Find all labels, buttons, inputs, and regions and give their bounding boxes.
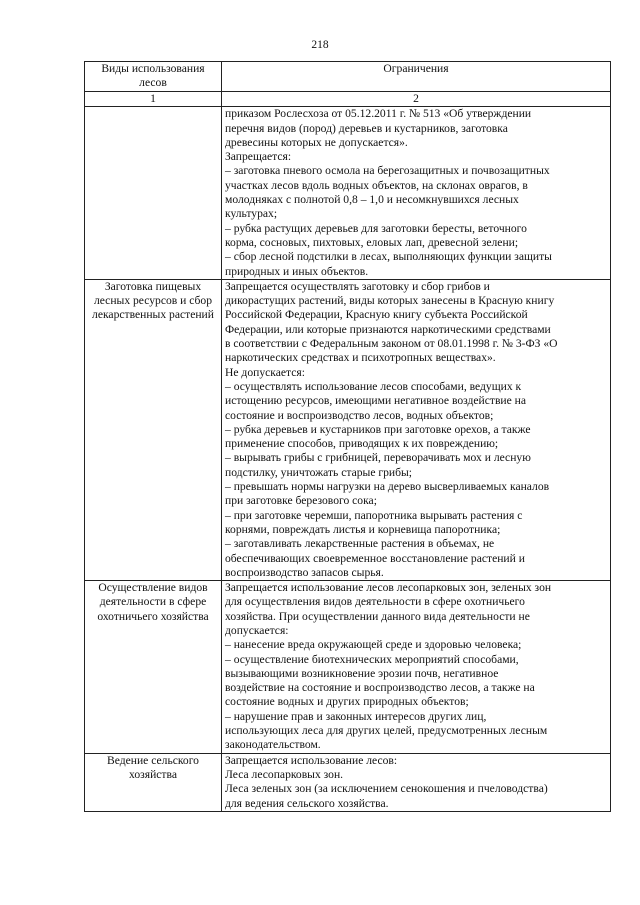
restriction-line: участках лесов вдоль водных объектов, на склонах оврагов, в [225, 178, 528, 192]
restriction-line: – вырывать грибы с грибницей, переворачивать мох и лесную [225, 451, 531, 465]
restriction-line: – рубка растущих деревьев для заготовки бересты, веточного [225, 221, 527, 235]
restriction-line: Леса лесопарковых зон. [225, 767, 344, 781]
column-number-row [85, 92, 611, 107]
restriction-line: применение способов, приводящих к их повреждению; [225, 437, 499, 451]
restriction-line: Запрещается осуществлять заготовку и сбор грибов и [225, 279, 490, 293]
restriction-line: Федерации, или которые признаются наркотическими средствами [225, 322, 551, 336]
restriction-line: Российской Федерации, Красную книгу субъекта Российской [225, 308, 528, 322]
restriction-line: в соответствии с Федеральным законом от 08.01.1998 г. № 3-ФЗ «О [225, 337, 558, 351]
restriction-line: – осуществлять использование лесов способами, ведущих к [225, 379, 522, 393]
table-header-row [85, 62, 611, 92]
restriction-line: Запрещается использование лесов лесопарковых зон, зеленых зон [225, 581, 552, 595]
restriction-line: воздействие на состояние и воспроизводство лесов, а также на [225, 681, 535, 695]
restriction-line: Не допускается: [225, 365, 305, 379]
restriction-line: хозяйства. При осуществлении данного вида деятельности не [225, 609, 530, 623]
forest-use-cell: Заготовка пищевых лесных ресурсов и сбор лекарственных растений [85, 279, 222, 580]
restriction-line: древесины которых не допускается». [225, 135, 408, 149]
restriction-line: – нарушение прав и законных интересов других лиц, [225, 709, 487, 723]
forest-use-cell [85, 107, 222, 280]
restriction-line: для осуществления видов деятельности в сфере охотничьего [225, 595, 525, 609]
page-number: 218 [311, 39, 329, 51]
restriction-line: истощению ресурсов, имеющими негативное воздействие на [225, 394, 527, 408]
restriction-line: воспроизводство запасов сырья. [225, 565, 384, 579]
table-row [85, 107, 611, 280]
restriction-line: приказом Рослесхоза от 05.12.2011 г. № 513 «Об утверждении [225, 107, 532, 121]
restriction-line: молодняках с полнотой 0,8 – 1,0 и несомкнувшихся лесных [225, 193, 519, 207]
restriction-line: вызывающими возникновение эрозии почв, негативное [225, 666, 499, 680]
restriction-line: допускается: [225, 623, 289, 637]
restriction-line: перечня видов (пород) деревьев и кустарников, заготовка [225, 121, 508, 135]
restriction-line: корнями, повреждать листья и корневища папоротника; [225, 522, 501, 536]
restriction-line: Леса зеленых зон (за исключением сенокошения и пчеловодства) [225, 782, 548, 796]
forest-use-cell: Ведение сельского хозяйства [85, 753, 222, 811]
restriction-line: состояние и воспроизводство лесов, водных объектов; [225, 408, 494, 422]
restriction-line: корма, сосновых, пихтовых, еловых лап, древесной зелени; [225, 235, 519, 249]
table-row [85, 581, 611, 754]
restrictions-table [84, 61, 611, 812]
restriction-line: природных и иных объектов. [225, 264, 369, 278]
restrictions-cell [222, 581, 611, 754]
restriction-line: при заготовке березового сока; [225, 494, 377, 508]
restriction-line: обеспечивающих своевременное восстановление растений и [225, 551, 525, 565]
restriction-line: культурах; [225, 207, 278, 221]
header-restrictions: Ограничения [222, 62, 611, 92]
restriction-line: – осуществление биотехнических мероприятий способами, [225, 652, 519, 666]
restriction-line: – заготавливать лекарственные растения в объемах, не [225, 537, 495, 551]
restriction-line: наркотических средствах и психотропных веществах». [225, 351, 496, 365]
restriction-line: – нанесение вреда окружающей среде и здоровью человека; [225, 638, 522, 652]
column-number-1: 1 [85, 92, 222, 107]
restriction-line: Запрещается использование лесов: [225, 753, 398, 767]
restriction-line: использующих леса для других целей, предусмотренных лесным [225, 724, 548, 738]
restriction-line: – при заготовке черемши, папоротника вырывать растения с [225, 508, 523, 522]
restriction-line: – рубка деревьев и кустарников при заготовке орехов, а также [225, 422, 531, 436]
restriction-line: для ведения сельского хозяйства. [225, 796, 389, 810]
forest-use-cell: Осуществление видов деятельности в сфере охотничьего хозяйства [85, 581, 222, 754]
restriction-line: Запрещается: [225, 150, 292, 164]
restriction-line: – заготовка пневого осмола на берегозащитных и почвозащитных [225, 164, 550, 178]
restriction-line: – превышать нормы нагрузки на дерево высверливаемых каналов [225, 480, 550, 494]
restrictions-cell [222, 107, 611, 280]
restriction-line: подстилку, уничтожать старые грибы; [225, 465, 413, 479]
restriction-line: – сбор лесной подстилки в лесах, выполняющих функции защиты [225, 250, 552, 264]
table-row [85, 753, 611, 811]
restriction-line: дикорастущих растений, виды которых занесены в Красную книгу [225, 294, 555, 308]
column-number-2: 2 [222, 92, 611, 107]
table-row [85, 279, 611, 580]
restriction-line: состояние водных и других природных объектов; [225, 695, 469, 709]
header-forest-use: Виды использования лесов [85, 62, 222, 92]
restrictions-cell [222, 279, 611, 580]
restriction-line: законодательством. [225, 738, 321, 752]
restrictions-cell [222, 753, 611, 811]
